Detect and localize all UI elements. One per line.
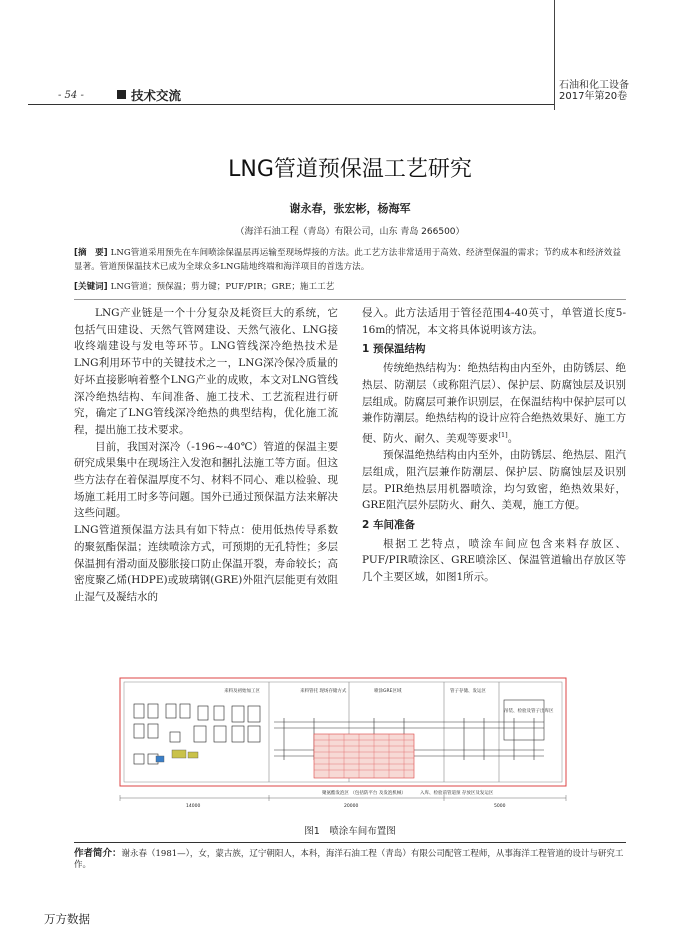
article-title: LNG管道预保温工艺研究 xyxy=(228,157,472,182)
material-blocks xyxy=(156,750,198,762)
dimension-label: 14000 xyxy=(186,804,201,809)
page-number: - 54 - xyxy=(58,90,84,101)
dimension-label: 5000 xyxy=(494,804,506,809)
authors: 谢永春，张宏彬，杨海军 xyxy=(289,202,411,215)
body-paragraph: 侵入。此方法适用于管径范围4-40英寸，单管道长度5-16m的情况，本文将具体说明该方法。 xyxy=(362,307,626,336)
workshop-layout-figure xyxy=(74,662,626,812)
keywords xyxy=(74,280,626,294)
header-vertical-rule xyxy=(554,0,555,104)
body-paragraph: LNG管道预保温方法具有如下特点：使用低热传导系数的聚氨酯保温；连续喷涂方式，可预期的无孔特性；多层保温拥有滑动面及膨胀接口防止保温开裂，寿命较长；高密度聚乙烯(HDPE)或玻璃钢(GRE)外阻汽层能更有效阻止湿气及凝结水的 xyxy=(74,524,338,603)
body-left-column xyxy=(74,305,338,606)
label-pipe-stand: 来料管托 现场存储方式 xyxy=(300,689,347,694)
journal-info xyxy=(559,80,629,102)
keywords-text: LNG管道；预保温；剪力键；PUF/PIR；GRE；施工工艺 xyxy=(110,282,335,292)
header-rule xyxy=(28,104,554,105)
figure-caption: 图1 喷涂车间布置图 xyxy=(304,826,396,837)
body-right-column xyxy=(362,305,626,586)
footnote-rule xyxy=(74,842,626,843)
storage-box xyxy=(504,700,544,740)
abstract-rule xyxy=(74,299,626,300)
body-paragraph: 根据工艺特点，喷涂车间应包含来料存放区、PUF/PIR喷涂区、GRE喷涂区、保温管道输出存放区等几个主要区域，如图1所示。 xyxy=(362,537,626,584)
label-lifting-area: 吊装、检验及管子出库区 xyxy=(504,709,554,714)
body-paragraph: 目前，我国对深冷（-196~-40℃）管道的保温主要研究成果集中在现场注入发泡和捆扎法施工等方面。但这些方法存在着保温厚度不匀、材料不同心、难以检验、现场施工耗用工时多等问题。国外已通过预保温方法来解决这些问题。 xyxy=(74,440,338,520)
journal-name: 石油和化工设备 xyxy=(559,80,629,91)
body-paragraph: LNG产业链是一个十分复杂及耗资巨大的系统，它包括气田建设、天然气管网建设、天然气液化、LNG接收终端建设与发电等环节。LNG管线深冷绝热技术是LNG利用环节中的关键技术之一，LNG深冷保冷质量的好坏直接影响着整个LNG产业的成败，本文对LNG管线深冷绝热结构、车间准备、施工技术、工艺流程进行研究，确定了LNG管线深冷绝热的典型结构，优化施工流程，提出施工技术要求。 xyxy=(74,307,338,436)
section-heading: 2 车间准备 xyxy=(362,518,415,531)
label-storage-area: 管子存储、发运区 xyxy=(450,689,486,694)
journal-issue: 2017年第20卷 xyxy=(559,91,628,102)
label-foam-area: 聚氨酯发泡区 （包括防平台 及发泡机械） xyxy=(322,791,406,796)
abstract-label: [摘 要] xyxy=(74,248,108,258)
header-vertical-rule-tail xyxy=(554,104,555,110)
section-name: 技术交流 xyxy=(131,88,182,103)
keywords-label: [关键词] xyxy=(74,282,108,292)
footnote-label: 作者简介： xyxy=(74,848,122,859)
body-text: 。 xyxy=(507,432,519,445)
dimension-label: 20000 xyxy=(344,804,359,809)
section-heading: 1 预保温结构 xyxy=(362,343,426,356)
body-paragraph xyxy=(362,360,626,447)
body-text: 传统绝热结构为：绝热结构由内至外，由防锈层、绝热层、防潮层（或称阻汽层）、保护层、防腐蚀层及识别层组成。防腐层可兼作识别层，在保温结构中保护层可以兼作防潮层。绝热结构的设计应符合绝热效果好、施工方便、防火、耐久、美观等要求 xyxy=(362,362,626,445)
footnote-text: 谢永春（1981—），女，蒙古族，辽宁朝阳人，本科，海洋石油工程（青岛）有限公司配管工程师，从事海洋工程管道的设计与研究工作。 xyxy=(74,849,624,870)
abstract xyxy=(74,246,626,274)
label-inspection-area: 入库、检验前管道预 存放区及发运区 xyxy=(420,791,494,796)
label-spray-area: 喷涂GRE区域 xyxy=(374,689,402,694)
label-raw-area: 来料及初始加工区 xyxy=(224,689,260,694)
affiliation: （海洋石油工程（青岛）有限公司，山东 青岛 266500） xyxy=(235,227,465,237)
abstract-text: LNG管道采用预先在车间喷涂保温层再运输至现场焊接的方法。此工艺方法非常适用于高效、经济型保温的需求；节约成本和经济效益显著。管道预保温技术已成为全球众多LNG陆地终端和海洋项目的首选方法。 xyxy=(74,248,621,272)
foam-zone xyxy=(314,734,414,778)
reference-marker: [1] xyxy=(498,430,508,439)
section-square-icon xyxy=(117,90,126,99)
watermark: 万方数据 xyxy=(44,912,90,926)
author-footnote xyxy=(74,848,626,871)
body-paragraph: 预保温绝热结构由内至外，由防锈层、绝热层、阻汽层组成，阻汽层兼作防潮层、保护层、防腐蚀层及识别层。PIR绝热层用机器喷涂，均匀致密，绝热效果好，GRE阻汽层外层防火、耐久、美观，施工方便。 xyxy=(362,449,626,512)
